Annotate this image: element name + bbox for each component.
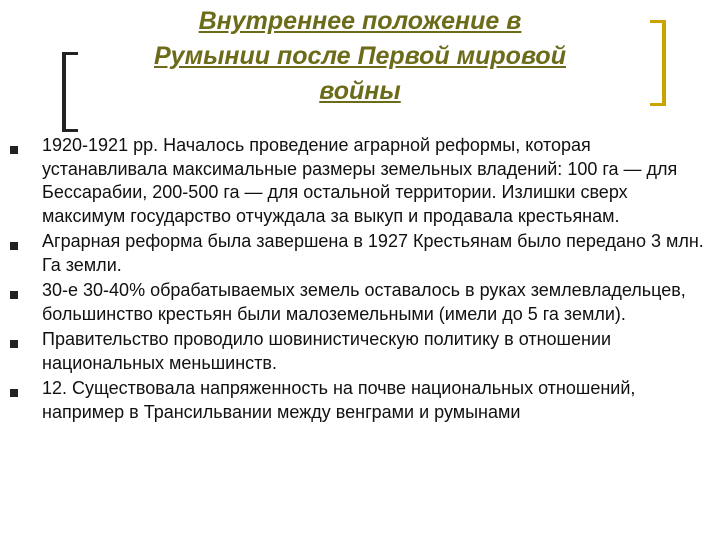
list-item [0,377,720,424]
square-bullet-icon [10,291,18,299]
title-line-3: войны [319,77,401,105]
left-bracket-decoration [62,52,78,132]
right-bracket-decoration [650,20,666,106]
square-bullet-icon [10,242,18,250]
list-item-text: 12. Существовала напряженность на почве национальных отношений, например в Трансильвании между венграми и румынами [42,378,636,422]
list-item [0,279,720,326]
list-item [0,134,720,228]
square-bullet-icon [10,340,18,348]
list-item-text: 30-е 30-40% обрабатываемых земель оставалось в руках землевладельцев, большинство крестьян были малоземельными (имели до 5 га земли). [42,280,686,324]
list-item-text: Аграрная реформа была завершена в 1927 Крестьянам было передано 3 млн. Га земли. [42,231,704,275]
bullet-list [0,134,720,426]
list-item [0,328,720,375]
list-item-text: Правительство проводило шовинистическую политику в отношении национальных меньшинств. [42,329,612,373]
square-bullet-icon [10,146,18,154]
slide-title [80,4,640,109]
list-item [0,230,720,277]
square-bullet-icon [10,389,18,397]
title-line-2: Румынии после Первой мировой [154,42,566,70]
list-item-text: 1920-1921 рр. Началось проведение аграрной реформы, которая устанавливала максимальные размеры земельных владений: 100 га — для Бессарабии, 200-500 га — для остальной территории. Излишки сверх максимум государство отчуждала за выкуп и продавала крестьянам. [42,135,678,226]
title-line-1: Внутреннее положение в [198,7,522,35]
